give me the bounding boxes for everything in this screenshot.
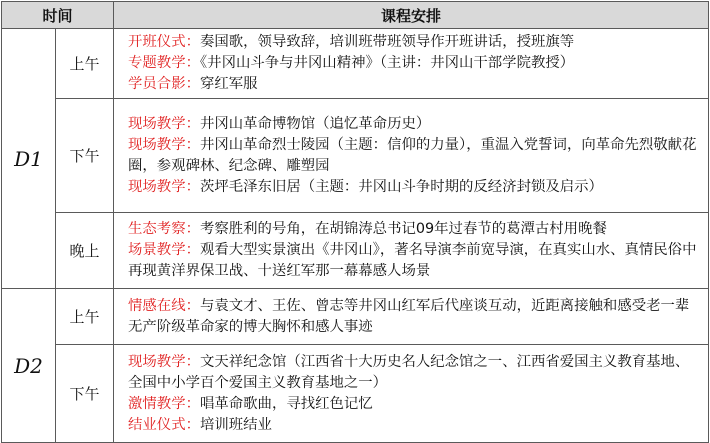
day-label: D1 (2, 29, 56, 289)
schedule-item (128, 394, 700, 415)
item-text: 《井冈山斗争与井冈山精神》（主讲：井冈山干部学院教授） (199, 55, 575, 71)
schedule-item (128, 114, 700, 135)
period-label: 上午 (56, 289, 114, 345)
item-label: 激情教学： (128, 395, 200, 412)
schedule-item (128, 32, 700, 53)
item-text: 奏国歌，领导致辞，培训班带班领导作开班讲话，授班旗等 (199, 34, 575, 50)
header-time: 时间 (2, 2, 114, 29)
item-text: 培训班结业 (199, 416, 272, 433)
schedule-content (114, 99, 709, 213)
table-row (2, 289, 709, 345)
header-schedule: 课程安排 (114, 2, 709, 29)
item-label: 现场教学： (128, 353, 200, 370)
item-text: 唱革命歌曲，寻找红色记忆 (199, 395, 373, 412)
schedule-item (128, 296, 700, 338)
item-label: 开班仪式： (128, 34, 200, 50)
schedule-item (128, 53, 700, 74)
table-row (2, 29, 709, 99)
item-label: 现场教学： (128, 178, 200, 195)
item-text: 井冈山革命烈士陵园（主题：信仰的力量），重温入党誓词，向革命先烈敬献花圈，参观碑林、纪念碑、雕塑园 (128, 136, 697, 174)
schedule-item (128, 135, 700, 177)
table-row (2, 99, 709, 213)
table-row (2, 213, 709, 289)
period-label: 下午 (56, 345, 114, 443)
period-label: 上午 (56, 29, 114, 99)
schedule-item (128, 240, 700, 282)
item-label: 情感在线： (128, 297, 200, 314)
schedule-content (114, 345, 709, 443)
schedule-item (128, 352, 700, 394)
item-label: 生态考察： (128, 221, 200, 237)
period-label: 下午 (56, 99, 114, 213)
table-row (2, 345, 709, 443)
schedule-table (1, 1, 709, 443)
item-label: 学员合影： (128, 76, 200, 92)
item-label: 专题教学： (128, 55, 200, 71)
item-text: 文天祥纪念馆（江西省十大历史名人纪念馆之一、江西省爱国主义教育基地、全国中小学百个爱国主义教育基地之一） (128, 353, 690, 391)
item-text: 井冈山革命博物馆（追忆革命历史） (199, 115, 431, 132)
schedule-content (114, 29, 709, 99)
item-text: 观看大型实景演出《井冈山》，著名导演李前宽导演，在真实山水、真情民俗中再现黄洋界保卫战、十送红军那一幕幕感人场景 (128, 242, 697, 279)
item-label: 结业仪式： (128, 416, 200, 433)
schedule-item (128, 177, 700, 198)
schedule-content (114, 289, 709, 345)
schedule-item (128, 74, 700, 95)
item-label: 场景教学： (128, 242, 200, 258)
item-label: 现场教学： (128, 136, 200, 153)
item-text: 与袁文才、王佐、曾志等井冈山红军后代座谈互动，近距离接触和感受老一辈无产阶级革命家的博大胸怀和感人事迹 (128, 297, 690, 335)
item-label: 现场教学： (128, 115, 200, 132)
schedule-item (128, 219, 700, 240)
schedule-content (114, 213, 709, 289)
day-label: D2 (2, 289, 56, 443)
item-text: 穿红军服 (199, 76, 258, 92)
period-label: 晚上 (56, 213, 114, 289)
schedule-item (128, 415, 700, 436)
item-text: 茨坪毛泽东旧居（主题：井冈山斗争时期的反经济封锁及启示） (199, 178, 603, 195)
item-text: 考察胜利的号角，在胡锦涛总书记09年过春节的葛潭古村用晚餐 (199, 221, 607, 237)
header-row (2, 2, 709, 29)
